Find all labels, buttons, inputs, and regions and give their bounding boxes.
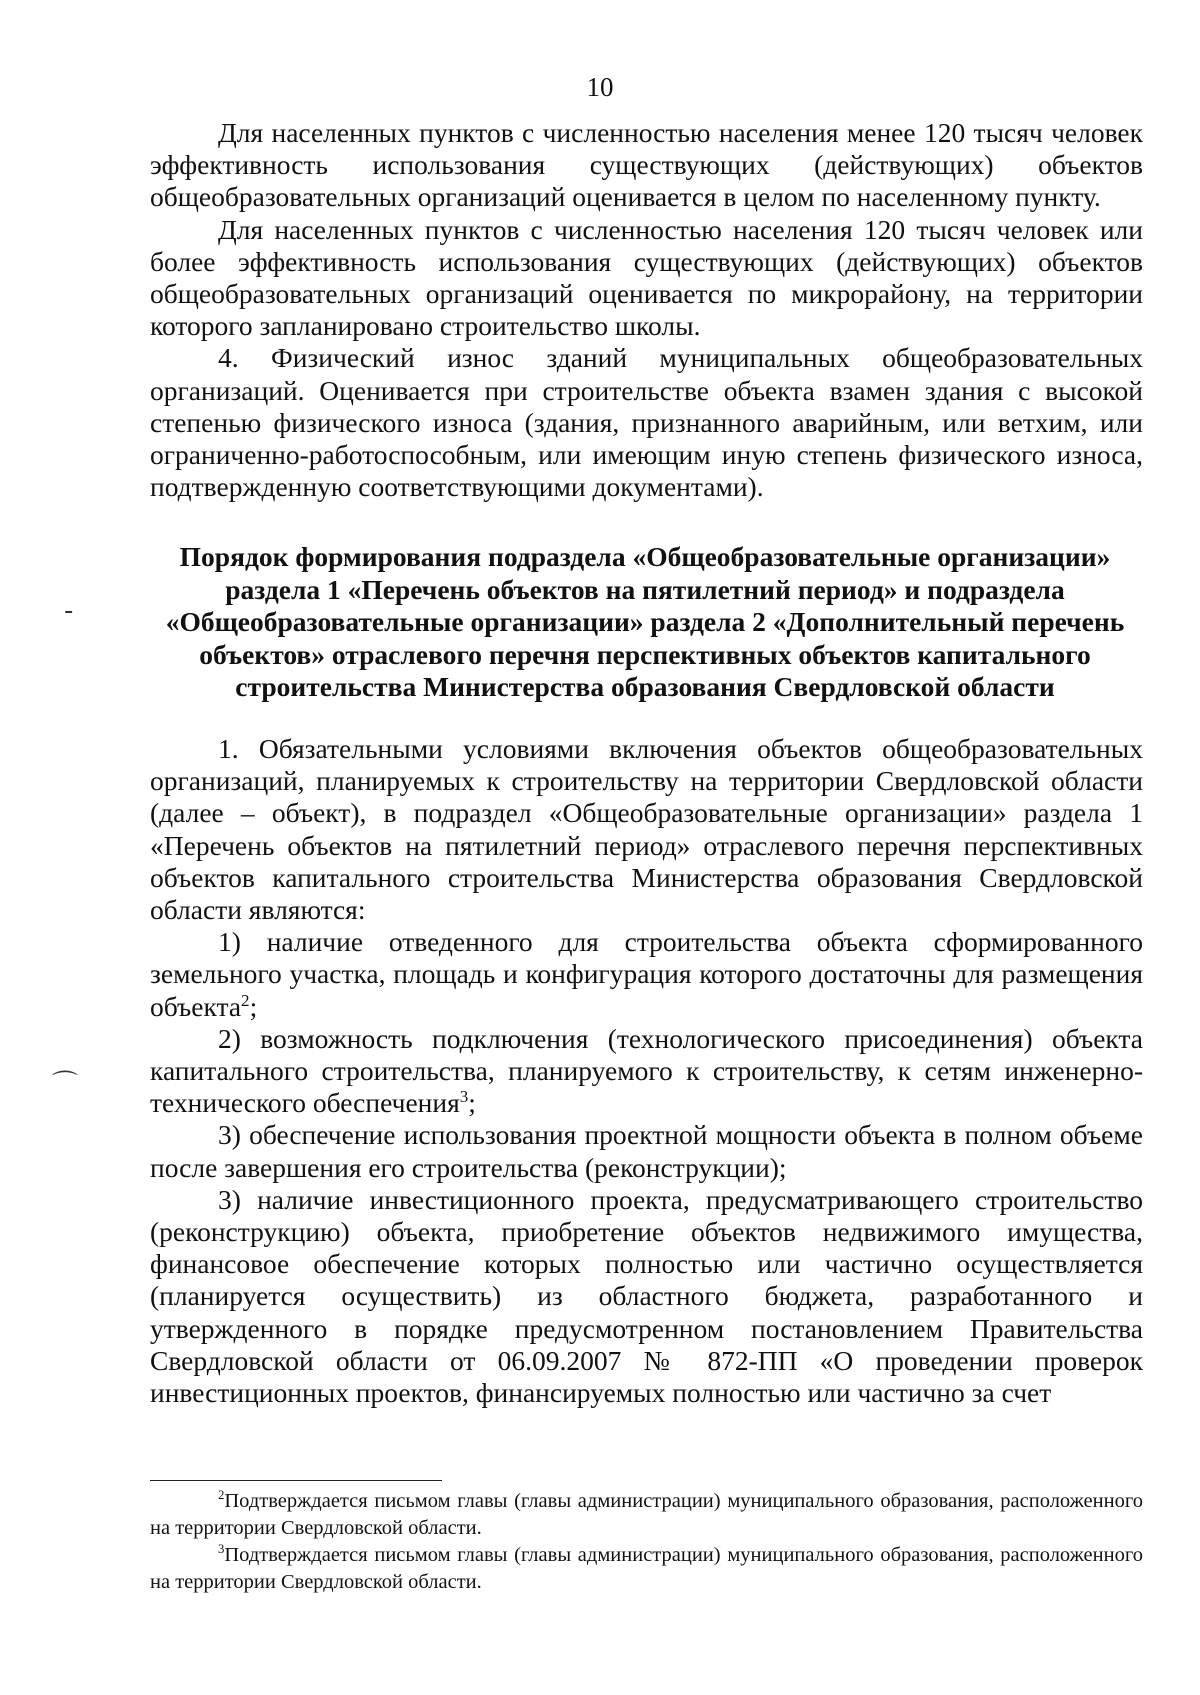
footnote-text: Подтверждается письмом главы (главы администрации) муниципального образования, расположенного на территории Свердловской области. (150, 1490, 1143, 1539)
heading-line: раздела 1 «Перечень объектов на пятилетний период» и подраздела (225, 573, 1065, 605)
paragraph: Для населенных пунктов с численностью населения 120 тысяч человек или более эффективность использования существующих (действующих) объектов общеобразовательных организаций оценивается по микрорайону, на территории которого запланировано строительство школы. (150, 213, 1143, 342)
scan-mark: ‐ (64, 596, 74, 626)
paragraph-text: 1) наличие отведенного для строительства объекта сформированного земельного участка, площадь и конфигурация которого достаточны для размещения объекта (150, 926, 1143, 1022)
paragraph (150, 1023, 1143, 1120)
paragraph (150, 926, 1143, 1023)
section-heading (140, 541, 1150, 704)
footnote-divider (150, 1480, 442, 1481)
page-number: 10 (586, 72, 614, 102)
footnote-text: Подтверждается письмом главы (главы администрации) муниципального образования, расположенного на территории Свердловской области. (150, 1544, 1143, 1593)
paragraph: Для населенных пунктов с численностью населения менее 120 тысяч человек эффективность использования существующих (действующих) объектов общеобразовательных организаций оценивается в целом по населенному пункту. (150, 117, 1143, 213)
footnote-ref[interactable]: 2 (241, 990, 250, 1010)
footnote-mark: 2 (218, 1488, 225, 1503)
footnote-mark: 3 (218, 1542, 225, 1557)
paragraph: 4. Физический износ зданий муниципальных общеобразовательных организаций. Оценивается при строительстве объекта взамен здания с высокой степенью физического износа (здания, признанного аварийным, или ветхим, или ограниченно-работоспособным, или имеющим иную степень физического износа, подтвержденную соответствующими документами). (150, 342, 1143, 503)
footnote-ref[interactable]: 3 (459, 1087, 469, 1107)
paragraph: 3) обеспечение использования проектной мощности объекта в полном объеме после завершения его строительства (реконструкции); (150, 1119, 1143, 1183)
paragraph: 1. Обязательными условиями включения объектов общеобразовательных организаций, планируемых к строительству на территории Свердловской области (далее – объект), в подраздел «Общеобразовательные организации» раздела 1 «Перечень объектов на пятилетний период» отраслевого перечня перспективных объектов капитального строительства Министерства образования Свердловской области являются: (150, 733, 1143, 926)
heading-line: объектов» отраслевого перечня перспективных объектов капитального (199, 638, 1091, 670)
footnote (150, 1542, 1143, 1596)
paragraph-end: ; (468, 1087, 476, 1119)
heading-line: строительства Министерства образования Свердловской области (235, 671, 1055, 702)
scan-mark: ⌒ (52, 1070, 79, 1100)
paragraph-text: 2) возможность подключения (технологического присоединения) объекта капитального строительства, планируемого к строительству, к сетям инженерно-технического обеспечения (150, 1022, 1143, 1119)
text-block-conditions (150, 733, 1143, 1409)
heading-line: «Общеобразовательные организации» раздела 2 «Дополнительный перечень (165, 606, 1125, 637)
heading-line: Порядок формирования подраздела «Общеобразовательные организации» (179, 541, 1111, 572)
paragraph: 3) наличие инвестиционного проекта, предусматривающего строительство (реконструкцию) объекта, приобретение объектов недвижимого имущества, финансовое обеспечение которых полностью или частично осуществляется (планируется осуществить) из областного бюджета, разработанного и утвержденного в порядке предусмотренном постановлением Правительства Свердловской области от 06.09.2007 № 872-ПП «О проведении проверок инвестиционных проектов, финансируемых полностью или частично за счет (150, 1183, 1143, 1409)
paragraph-end: ; (249, 990, 258, 1022)
footnote (150, 1488, 1143, 1542)
text-block-criteria (150, 117, 1143, 503)
footnotes (150, 1488, 1143, 1596)
